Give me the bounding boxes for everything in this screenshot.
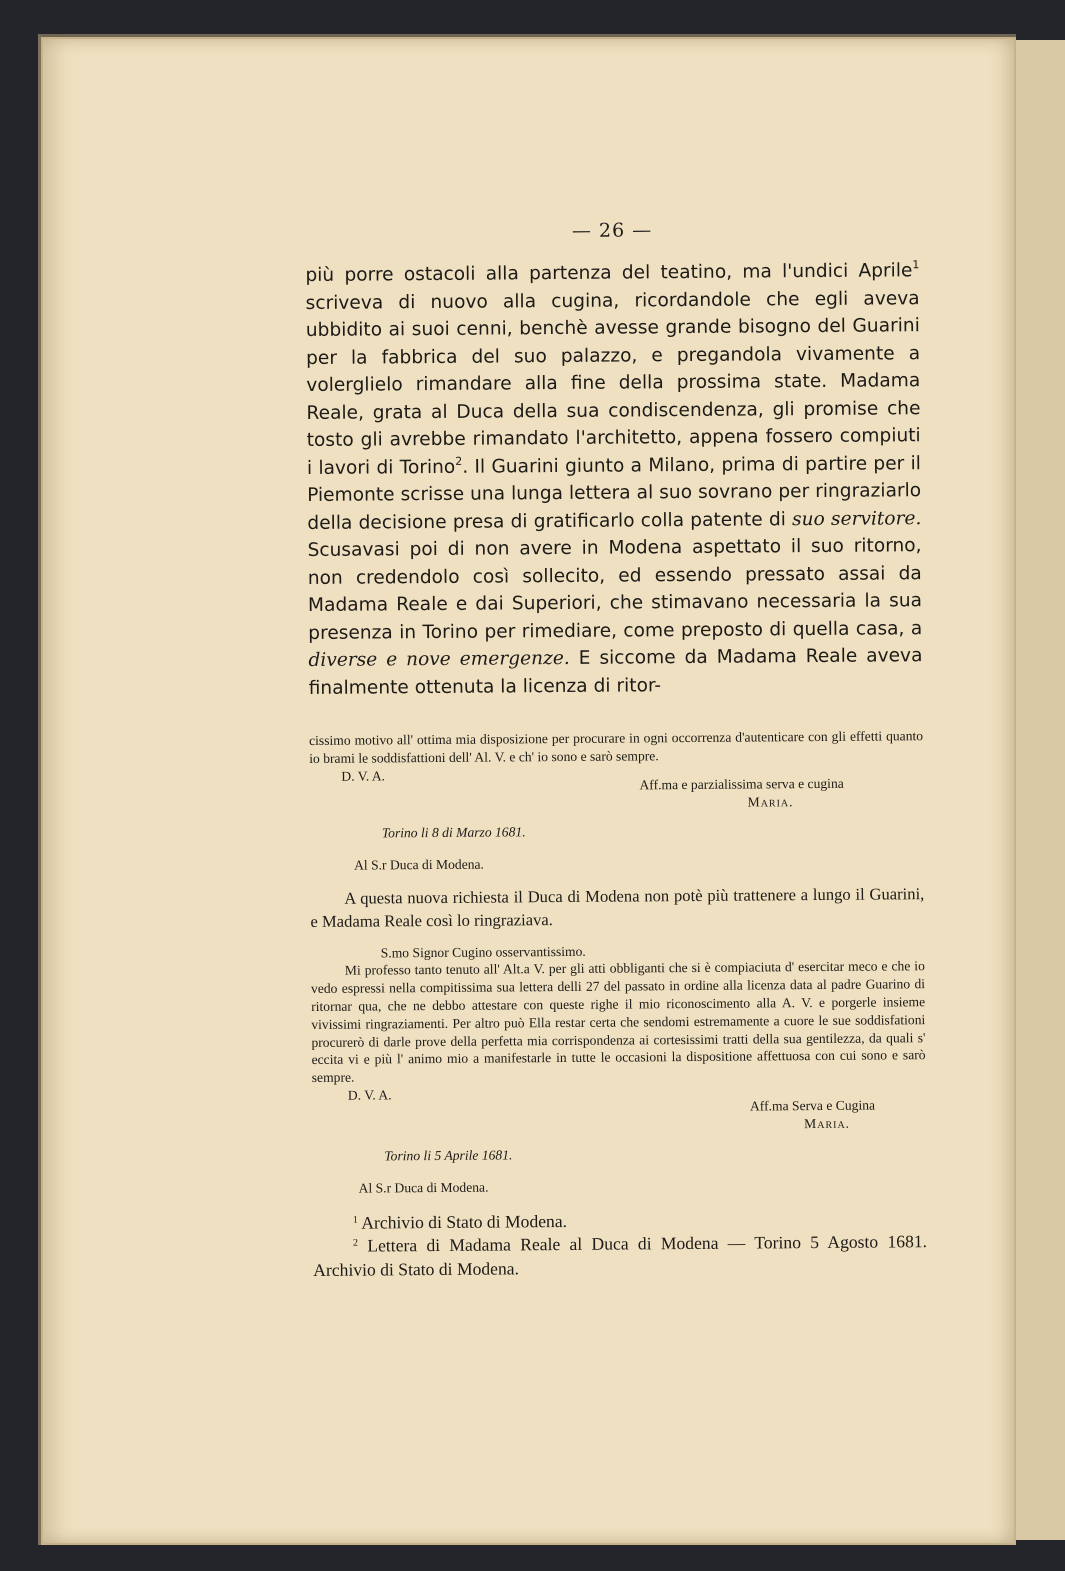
letter-1-body: cissimo motivo all' ottima mia disposizione per procurare in ogni occorrenza d'autenticare con gli effetti quanto io brami le soddisfattioni dell' Al. V. e ch' io sono e sarò sempre.	[309, 728, 924, 766]
letter-1	[309, 727, 924, 874]
page-number: — 26 —	[571, 219, 653, 242]
footnotes	[313, 1207, 928, 1282]
footnote-2: $^2$ Lettera di Madama Reale al Duca di Modena — Torino 5 Agosto 1681. Archivio di Stato di Modena.	[313, 1231, 928, 1280]
footnote-1: $^1$ Archivio di Stato di Modena.	[352, 1210, 568, 1233]
letter-2-signature: Maria.	[804, 1115, 851, 1131]
letter-2-date: Torino li 5 Aprile 1681.	[384, 1147, 513, 1164]
letter-2-closing: Aff.ma Serva e Cugina	[749, 1097, 876, 1114]
letter-1-signature: Maria.	[747, 794, 794, 810]
letter-1-closing: Aff.ma e parzialissima serva e cugina	[639, 776, 844, 793]
letter-1-dva: D. V. A.	[341, 767, 386, 784]
letter-2-body: Mi professo tanto tenuto all' Alt.a V. per gli atti obbliganti che si è compiaciuta d' esercitar meco e che io vedo espressi nella compitissima sua lettera delli 27 del passato in ordine alla licenza data al padre Guarino di ritornar qua, che ne debbo attestare con queste righe il mio riconoscimento alla A. V. e porgerle insieme vivissimi ringraziamenti. Per altro può Ella restar certa che sendomi estremamente a cuore le sue soddisfationi procurerò di darle prove della perfetta mia corrispondenza ai cortesissimi tratti della sua gentilezza, da quali s' eccita vi e più l' animo mio a manifestarle in tutte le occasioni la dispositione affettuosa con cui sono e sarò sempre.	[310, 958, 926, 1086]
footnote-ref-2: 2	[455, 454, 463, 468]
footnote-ref-1: 1	[912, 258, 920, 272]
main-paragraph: più porre ostacoli alla partenza del teatino, ma l'undici Aprile$^1$ scriveva di nuovo alla cugina, ricordandole che egli aveva ubbidito ai suoi cenni, benchè avesse grande bisogno del Guarini per la fabbrica del suo palazzo, e pregandola vivamente a volerglielo rimandare alla fine della prossima state. Madama Reale, grata al Duca della sua condiscendenza, gli promise che tosto gli avrebbe rimandato l'architetto, appena fossero compiuti i lavori di Torino$^2$. Il Guarini giunto a Milano, prima di partire per il Piemonte scrisse una lunga lettera al suo sovrano per ringraziarlo della decisione presa di gratificarlo colla patente di suo servitore. Scusavasi poi di non avere in Modena aspettato il suo ritorno, non credendolo così sollecito, ed essendo pressato assai da Madama Reale e dai Superiori, che stimavano necessaria la sua presenza in Torino per rimediare, come preposto di quella casa, a diverse e nove emergenze. E siccome da Madama Reale aveva finalmente ottenuta la licenza di ritor-	[305, 258, 923, 699]
letter-2-dva: D. V. A.	[347, 1087, 392, 1103]
interlude-paragraph: A questa nuova richiesta il Duca di Modena non potè più trattenere a lungo il Guarini, e Madama Reale così lo ringraziava.	[310, 883, 925, 931]
letter-1-addressee: Al S.r Duca di Modena.	[353, 856, 484, 873]
letter-2	[311, 940, 927, 1198]
letter-1-date: Torino li 8 di Marzo 1681.	[381, 824, 526, 841]
letter-2-addressee: Al S.r Duca di Modena.	[358, 1179, 489, 1196]
page-content	[305, 217, 927, 1282]
letter-2-salutation: S.mo Signor Cugino osservantissimo.	[380, 943, 586, 961]
